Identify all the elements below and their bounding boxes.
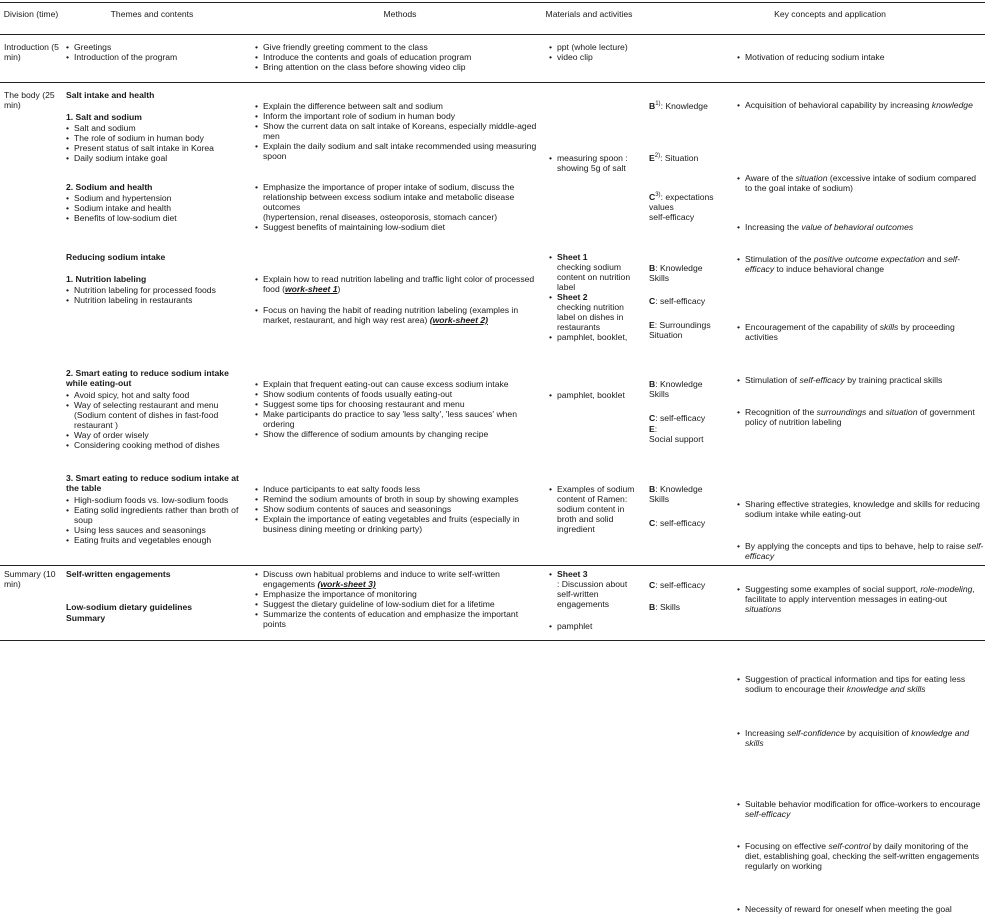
- s2-themes: [66, 193, 246, 223]
- s5-code-c: [649, 518, 734, 528]
- method-text: Emphasize the importance of proper intake of sodium, discuss the relationship between excess sodium intake and metabolic disease outcomes: [263, 182, 515, 212]
- s1-methods: [255, 101, 540, 161]
- code-letter: C: [649, 413, 656, 423]
- header-materials: Materials and activities: [545, 9, 633, 19]
- key-emphasis: positive outcome expectation: [813, 254, 925, 264]
- key-text: Increasing: [745, 728, 788, 738]
- s3-method-item: [255, 274, 540, 294]
- summary-method-item: • Suggest the dietary guideline of low-sodium diet for a lifetime: [255, 599, 540, 609]
- s5-method-item: • Explain the importance of eating vegetables and fruits (especially in business dining meeting or drinking party): [255, 514, 540, 534]
- key-emphasis: self-confidence: [787, 728, 845, 738]
- code-text: : self-efficacy: [655, 296, 706, 306]
- key-emphasis: situation: [885, 407, 918, 417]
- s4-methods: [255, 379, 540, 439]
- s1-themes: [66, 123, 246, 163]
- key-emphasis: skills: [879, 322, 899, 332]
- intro-themes: [66, 42, 241, 62]
- s4-code-b: [649, 379, 734, 399]
- intro-theme-item: • Greetings: [66, 42, 241, 52]
- s3-key-2: [737, 375, 985, 385]
- s3-materials: [549, 252, 644, 342]
- key-text: by daily monitoring of the diet, establishing goal, checking the self-written engagements regularly on working: [745, 841, 980, 871]
- s4-theme-item: • Avoid spicy, hot and salty food: [66, 390, 246, 400]
- code-text: :: [654, 424, 658, 434]
- key-text: Stimulation of: [745, 375, 800, 385]
- key-emphasis: knowledge and skills: [846, 684, 926, 694]
- summary-title-summary: Summary: [66, 613, 106, 623]
- worksheet-reference: work-sheet 1: [284, 284, 338, 294]
- intro-method-item: • Bring attention on the class before showing video clip: [255, 62, 540, 72]
- s3-code-c: [649, 296, 734, 306]
- s5-method-item: • Show sodium contents of sauces and seasonings: [255, 504, 540, 514]
- s3-code-e: [649, 320, 734, 340]
- s5-methods: [255, 484, 540, 534]
- code-letter: E: [649, 320, 655, 330]
- intro-division: Introduction (5 min): [4, 42, 59, 62]
- s3-theme-item: • Nutrition labeling for processed foods: [66, 285, 246, 295]
- s1-material-item: • measuring spoon : showing 5g of salt: [549, 153, 644, 173]
- s2-code-c: [649, 192, 734, 222]
- s3-title: 1. Nutrition labeling: [66, 274, 147, 284]
- s2-theme-item: • Sodium intake and health: [66, 203, 246, 213]
- code-text: Situation: [649, 330, 683, 340]
- s2-theme-item: • Sodium and hypertension: [66, 193, 246, 203]
- s4-method-item: • Show the difference of sodium amounts by changing recipe: [255, 429, 540, 439]
- s1-theme-item: • Salt and sodium: [66, 123, 246, 133]
- intro-body-rule: [0, 82, 985, 83]
- key-text: by training practical skills: [844, 375, 943, 385]
- s4-key-1: • Sharing effective strategies, knowledge and skills for reducing sodium intake while eating-out: [737, 499, 985, 519]
- method-text: Focus on having the habit of reading nutrition labeling (examples in market, restaurant, and high way rest area): [263, 305, 519, 325]
- summary-method-item: • Summarize the contents of education and emphasize the important points: [255, 609, 540, 629]
- code-text: : Knowledge: [655, 379, 703, 389]
- key-text: By applying the concepts and tips to behave, help to raise: [745, 541, 968, 551]
- material-pamphlet: • pamphlet, booklet,: [549, 332, 644, 342]
- summary-key-3: • Necessity of reward for oneself when meeting the goal: [737, 904, 985, 914]
- summary-title-engagements: Self-written engagements: [66, 569, 171, 579]
- material-sheet-1: [549, 252, 644, 292]
- s4-method-item: • Suggest some tips for choosing restaurant and menu: [255, 399, 540, 409]
- s1-code-b: [649, 101, 734, 111]
- method-text: Discuss own habitual problems and induce to write self-written engagements: [263, 569, 500, 589]
- summary-method-item: • Emphasize the importance of monitoring: [255, 589, 540, 599]
- key-text: to induce behavioral change: [774, 264, 885, 274]
- summary-code-c: [649, 580, 734, 590]
- table-top-rule: [0, 2, 985, 3]
- s1-method-item: • Show the current data on salt intake of Koreans, especially middle-aged men: [255, 121, 540, 141]
- code-text: : self-efficacy: [655, 580, 706, 590]
- s3-key-3: [737, 407, 985, 427]
- code-letter: B: [649, 379, 656, 389]
- s5-themes: [66, 495, 246, 545]
- footnote-mark: 1): [655, 101, 661, 108]
- s5-method-item: • Remind the sodium amounts of broth in soup by showing examples: [255, 494, 540, 504]
- s4-theme-item: • Considering cooking method of dishes: [66, 440, 246, 450]
- s4-theme-item: • Way of selecting restaurant and menu (Sodium content of dishes in fast-food restaurant ): [66, 400, 246, 430]
- method-text: (hypertension, renal diseases, osteoporosis, stomach cancer): [263, 212, 498, 222]
- key-text: by acquisition of: [844, 728, 912, 738]
- s4-materials: [549, 390, 644, 400]
- code-text: Social support: [649, 434, 704, 444]
- s1-key-2: [737, 173, 985, 193]
- summary-key-1: [737, 799, 985, 819]
- s5-theme-item: • Eating solid ingredients rather than broth of soup: [66, 505, 246, 525]
- code-text: : Surroundings: [654, 320, 711, 330]
- s2-method-item: • Suggest benefits of maintaining low-sodium diet: [255, 222, 540, 232]
- intro-method-item: • Introduce the contents and goals of education program: [255, 52, 540, 62]
- s3-code-b: [649, 263, 734, 283]
- table-bottom-rule: [0, 640, 985, 641]
- key-text: and: [866, 407, 886, 417]
- key-emphasis: situation: [795, 173, 828, 183]
- key-emphasis: self-efficacy: [745, 254, 961, 274]
- code-text: Skills: [649, 389, 670, 399]
- s2-methods: [255, 182, 540, 232]
- intro-key-concept: • Motivation of reducing sodium intake: [737, 52, 985, 62]
- code-text: : self-efficacy: [655, 413, 706, 423]
- key-emphasis: self-efficacy: [745, 541, 984, 561]
- sheet-text: checking sodium content on nutrition label: [557, 262, 631, 292]
- key-text: and: [924, 254, 944, 264]
- key-text: Aware of the: [745, 173, 796, 183]
- s4-method-item: • Make participants do practice to say 'less salty', 'less sauces' when ordering: [255, 409, 540, 429]
- s4-key-3: [737, 584, 985, 614]
- summary-code-b: [649, 602, 734, 612]
- s1-method-item: • Explain the daily sodium and salt intake recommended using measuring spoon: [255, 141, 540, 161]
- s3-methods: [255, 274, 540, 325]
- body-division: The body (25 min): [4, 90, 55, 110]
- s4-code-c: [649, 413, 734, 423]
- code-letter: C: [649, 518, 656, 528]
- s3-method-item: [255, 305, 540, 325]
- code-letter: B: [649, 484, 656, 494]
- worksheet-reference: (work-sheet 2): [429, 315, 488, 325]
- s1-key-1: [737, 100, 985, 110]
- key-text: Suitable behavior modification for office-workers to encourage: [745, 799, 981, 809]
- material-pamphlet: • pamphlet: [549, 621, 644, 631]
- key-emphasis: role-modeling: [920, 584, 973, 594]
- summary-key-2: [737, 841, 985, 871]
- sheet-text: : Discussion about self-written engagements: [557, 579, 628, 609]
- s1-method-item: • Inform the important role of sodium in human body: [255, 111, 540, 121]
- key-emphasis: self-efficacy: [799, 375, 845, 385]
- code-text: self-efficacy: [649, 212, 695, 222]
- s5-theme-item: • Eating fruits and vegetables enough: [66, 535, 246, 545]
- s4-method-item: • Show sodium contents of foods usually eating-out: [255, 389, 540, 399]
- s5-theme-item: • High-sodium foods vs. low-sodium foods: [66, 495, 246, 505]
- summary-materials: [549, 569, 644, 631]
- header-division: Division (time): [3, 9, 59, 19]
- key-text: Suggestion of practical information and tips for eating less sodium to encourage their: [745, 674, 966, 694]
- header-rule: [0, 34, 985, 35]
- key-text: (excessive intake of sodium compared to the goal intake of sodium): [745, 173, 977, 193]
- footnote-mark: 2): [654, 153, 661, 160]
- key-text: Increasing the: [745, 222, 802, 232]
- code-text: Skills: [649, 494, 670, 504]
- s5-title: 3. Smart eating to reduce sodium intake at the table: [66, 473, 239, 493]
- code-text: Skills: [649, 273, 670, 283]
- sheet-label: Sheet 3: [557, 569, 588, 579]
- key-emphasis: value of behavioral outcomes: [801, 222, 914, 232]
- s1-theme-item: • The role of sodium in human body: [66, 133, 246, 143]
- worksheet-reference: (work-sheet 3): [317, 579, 376, 589]
- section-title-reducing: Reducing sodium intake: [66, 252, 166, 262]
- key-text: Recognition of the: [745, 407, 817, 417]
- key-text: Focusing on effective: [745, 841, 829, 851]
- s5-materials: [549, 484, 644, 534]
- s2-key-1: [737, 222, 985, 232]
- code-letter: E: [649, 153, 655, 163]
- s1-theme-item: • Daily sodium intake goal: [66, 153, 246, 163]
- footnote-mark: 3): [655, 192, 661, 199]
- key-text: , facilitate to apply intervention messages in eating-out: [745, 584, 975, 604]
- code-text: : Knowledge: [660, 101, 708, 111]
- summary-title-guidelines: Low-sodium dietary guidelines: [66, 602, 193, 612]
- s2-method-item: [255, 182, 540, 222]
- code-letter: C: [649, 192, 656, 202]
- sheet-label: Sheet 2: [557, 292, 588, 302]
- s1-materials: [549, 153, 644, 173]
- s4-themes: [66, 390, 246, 450]
- key-text: by proceeding activities: [745, 322, 955, 342]
- s4-code-e: [649, 424, 734, 444]
- s2-theme-item: • Benefits of low-sodium diet: [66, 213, 246, 223]
- code-letter: B: [649, 263, 656, 273]
- code-text: values: [649, 202, 674, 212]
- s5-method-item: • Induce participants to eat salty foods less: [255, 484, 540, 494]
- s3-key-1: [737, 322, 985, 342]
- code-letter: C: [649, 580, 656, 590]
- key-emphasis: surroundings: [816, 407, 867, 417]
- code-letter: B: [649, 602, 656, 612]
- intro-method-item: • Give friendly greeting comment to the class: [255, 42, 540, 52]
- key-text: Encouragement of the capability of: [745, 322, 880, 332]
- code-text: : expectations: [660, 192, 714, 202]
- intro-theme-item: • Introduction of the program: [66, 52, 241, 62]
- code-text: : Knowledge: [655, 484, 703, 494]
- summary-method-item: [255, 569, 540, 589]
- key-text: Acquisition of behavioral capability by increasing: [745, 100, 932, 110]
- s3-themes: [66, 285, 246, 305]
- summary-methods: [255, 569, 540, 629]
- header-key-concepts: Key concepts and application: [774, 9, 886, 19]
- material-sheet-2: [549, 292, 644, 332]
- intro-material-item: • ppt (whole lecture): [549, 42, 641, 52]
- key-emphasis: knowledge: [931, 100, 973, 110]
- s5-theme-item: • Using less sauces and seasonings: [66, 525, 246, 535]
- code-text: : Situation: [660, 153, 699, 163]
- s1-theme-item: • Present status of salt intake in Korea: [66, 143, 246, 153]
- key-emphasis: self-efficacy: [745, 809, 791, 819]
- s3-theme-item: • Nutrition labeling in restaurants: [66, 295, 246, 305]
- code-letter: C: [649, 296, 656, 306]
- code-text: : Skills: [655, 602, 681, 612]
- header-themes: Themes and contents: [110, 9, 194, 19]
- s1-method-item: • Explain the difference between salt and sodium: [255, 101, 540, 111]
- intro-material-item: • video clip: [549, 52, 641, 62]
- s4-theme-item: • Way of order wisely: [66, 430, 246, 440]
- code-text: : self-efficacy: [655, 518, 706, 528]
- key-emphasis: self-control: [828, 841, 871, 851]
- s1-title: 1. Salt and sodium: [66, 112, 142, 122]
- code-letter: B: [649, 101, 656, 111]
- intro-materials: [549, 42, 641, 62]
- s5-code-b: [649, 484, 734, 504]
- body-summary-rule: [0, 565, 985, 566]
- header-methods: Methods: [383, 9, 417, 19]
- code-letter: E: [649, 424, 655, 434]
- s4-key-2: [737, 541, 985, 561]
- s5-key-1: [737, 674, 985, 694]
- s1-code-e: [649, 153, 734, 163]
- sheet-label: Sheet 1: [557, 252, 588, 262]
- key-text: Stimulation of the: [745, 254, 814, 264]
- key-text: Suggesting some examples of social support,: [745, 584, 921, 594]
- s5-key-2: [737, 728, 985, 748]
- s2-key-2: [737, 254, 985, 274]
- sheet-text: checking nutrition label on dishes in restaurants: [557, 302, 624, 332]
- material-sheet-3: [549, 569, 644, 609]
- key-emphasis: knowledge and skills: [745, 728, 970, 748]
- method-text: ): [337, 284, 341, 294]
- section-title-salt-intake: Salt intake and health: [66, 90, 155, 100]
- s5-material-item: • Examples of sodium content of Ramen: sodium content in broth and solid ingredient: [549, 484, 644, 534]
- s4-title: 2. Smart eating to reduce sodium intake while eating-out: [66, 368, 229, 388]
- s2-title: 2. Sodium and health: [66, 182, 153, 192]
- key-emphasis: situations: [745, 604, 782, 614]
- summary-division: Summary (10 min): [4, 569, 56, 589]
- code-text: : Knowledge: [655, 263, 703, 273]
- intro-methods: [255, 42, 540, 72]
- key-text: of government policy of nutrition labeling: [745, 407, 975, 427]
- method-text: Explain how to read nutrition labeling and traffic light color of processed food (: [263, 274, 535, 294]
- s4-material-item: • pamphlet, booklet: [549, 390, 644, 400]
- s4-method-item: • Explain that frequent eating-out can cause excess sodium intake: [255, 379, 540, 389]
